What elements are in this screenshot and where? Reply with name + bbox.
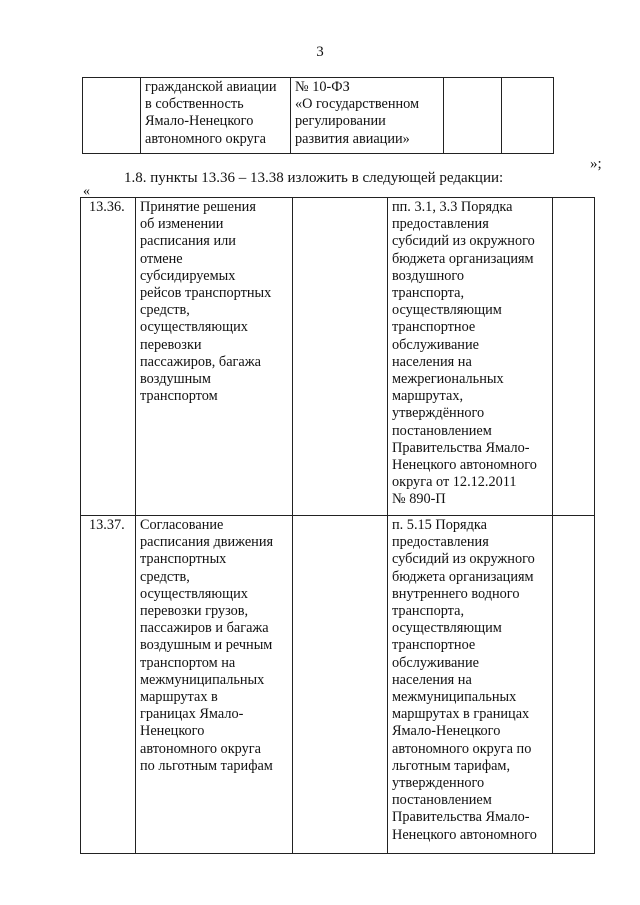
- amendment-table: [80, 197, 595, 854]
- item-legal-basis: пп. 3.1, 3.3 Порядка предоставления субсидий из окружного бюджета организациям воздушного транспорта, осуществляющим транспортное обслуживание населения на межрегиональных маршрутах, утверждённого постановлением Правительства Ямало- Ненецкого автономного округа от 12.12.2011 № 890-П: [388, 198, 553, 516]
- table-cell-law: № 10-ФЗ «О государственном регулировании развития авиации»: [291, 78, 444, 154]
- item-name: Согласование расписания движения транспортных средств, осуществляющих перевозки грузов, пассажиров и багажа воздушным и речным транспортом на межмуниципальных маршрутах в границах Ямало- Ненецкого автономного округа по льготным тарифам: [136, 516, 293, 854]
- item-legal-basis: п. 5.15 Порядка предоставления субсидий из окружного бюджета организациям внутреннего водного транспорта, осуществляющим транспортное обслуживание населения на межмуниципальных маршрутах в границах Ямало-Ненецкого автономного округа по льготным тарифам, утвержденного постановлением Правительства Ямало- Ненецкого автономного: [388, 516, 553, 854]
- opening-quote: «: [83, 184, 90, 199]
- item-empty-cell: [553, 516, 595, 854]
- closing-quote: »;: [590, 156, 602, 172]
- table-row: [83, 78, 554, 154]
- item-empty-cell: [293, 198, 388, 516]
- table-row: [81, 516, 595, 854]
- item-number: 13.36.: [81, 198, 136, 516]
- table-cell-empty: [502, 78, 554, 154]
- item-name: Принятие решения об изменении расписания или отмене субсидируемых рейсов транспортных средств, осуществляющих перевозки пассажиров, багажа воздушным транспортом: [136, 198, 293, 516]
- item-number: 13.37.: [81, 516, 136, 854]
- table-cell-subject: гражданской авиации в собственность Ямало-Ненецкого автономного округа: [141, 78, 291, 154]
- table-cell-empty: [444, 78, 502, 154]
- table-row: [81, 198, 595, 516]
- continued-table: [82, 77, 554, 154]
- table-cell-number: [83, 78, 141, 154]
- item-empty-cell: [293, 516, 388, 854]
- amendment-intro: 1.8. пункты 13.36 – 13.38 изложить в следующей редакции:: [124, 170, 504, 186]
- page-number: 3: [316, 44, 324, 60]
- item-empty-cell: [553, 198, 595, 516]
